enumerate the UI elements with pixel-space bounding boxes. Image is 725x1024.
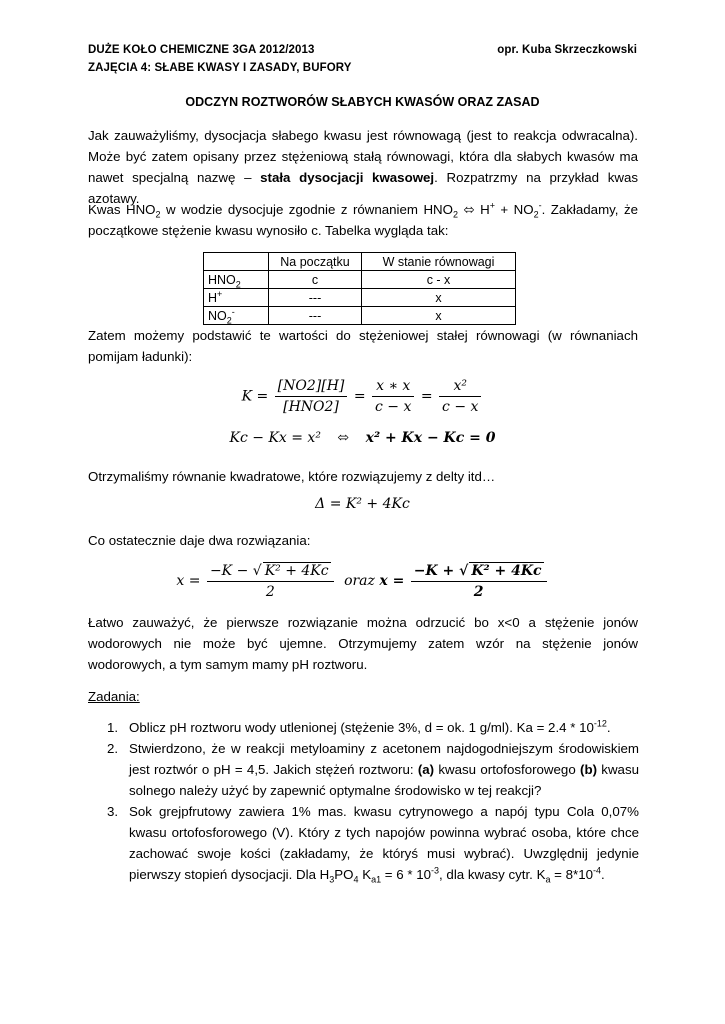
fraction-concentrations — [275, 378, 348, 415]
numerator-text: −K + — [413, 563, 460, 579]
fraction-denominator: c − x — [375, 399, 412, 415]
species-text: HNO — [208, 272, 236, 287]
fraction-denominator: 2 — [473, 584, 484, 600]
sqrt-content: K² + 4Kc — [471, 563, 542, 579]
species-sup: + — [217, 288, 223, 299]
task-text: kwasu solnego należy użyć by zapewnić optymalne środowisko w tej reakcji? — [129, 762, 640, 798]
equivalence-arrow-icon: ⬄ — [337, 430, 350, 446]
intro-paragraph — [88, 125, 638, 209]
header-author: opr. Kuba Skrzeczkowski — [497, 44, 637, 56]
tasks-heading: Zadania: — [88, 689, 140, 704]
list-item-text — [129, 738, 639, 801]
species-text: NO — [208, 308, 227, 323]
task-label-a: (a) — [417, 762, 435, 777]
hno2-text-3: ⬄ H — [458, 202, 490, 217]
task-sup: -4 — [592, 865, 601, 876]
task-text: K — [358, 867, 372, 882]
sqrt-content: K² + 4Kc — [264, 563, 329, 579]
table-header-row — [204, 253, 516, 271]
equation-solutions — [0, 562, 725, 600]
equation-k-expression — [0, 378, 725, 415]
numerator-text: −K − — [209, 563, 253, 579]
task-text: = 8*10 — [550, 867, 593, 882]
task-sup: -3 — [431, 865, 440, 876]
equation-delta: Δ = K² + 4Kc — [315, 496, 410, 512]
equation-quadratic — [0, 430, 725, 446]
task-sub: 4 — [353, 874, 359, 885]
hno2-sub-1: 2 — [155, 209, 161, 220]
list-number: 2. — [107, 741, 119, 756]
intro-text-1: Jak zauważyliśmy, dysocjacja słabego kwasu jest równowagą (jest to reakcja odwracalna). Może być zatem opisany przez stężeniową stałą równowagi, która dla słabych kwasów ma nawet specjalną nazwę – — [88, 128, 638, 185]
table-header-cell — [204, 253, 269, 271]
equilibrium-table — [203, 252, 516, 325]
solution-1-fraction — [207, 562, 334, 600]
task-text: kwasu ortofosforowego — [434, 762, 581, 777]
table-cell: --- — [269, 307, 362, 325]
species-sub: 2 — [226, 315, 232, 325]
task-label-b: (b) — [580, 762, 598, 777]
fraction-x-times-x — [372, 378, 414, 415]
table-cell: c — [269, 271, 362, 289]
table-cell-species — [204, 271, 269, 289]
hno2-text-5: . Zakładamy, że początkowe stężenie kwasu wynosiło c. Tabelka wygląda tak: — [88, 202, 639, 238]
task-text-end: . — [606, 720, 611, 735]
hno2-text-4: + NO — [494, 202, 534, 217]
table-header-cell: Na początku — [269, 253, 362, 271]
task-text: Sok grejpfrutowy zawiera 1% mas. kwasu cytrynowego a napój typu Cola 0,07% kwasu ortofosforowego (V). Który z tych napojów powinna wybrać osoba, które chce zachować swoje kości (zakładamy, że któryś musi wybrać). Uwzględnij jedynie pierwszy stopień dysocjacji. Dla H — [129, 804, 639, 882]
fraction-x-squared — [439, 378, 481, 415]
task-sub: a1 — [371, 874, 382, 885]
task-text: = 6 * 10 — [381, 867, 432, 882]
hno2-paragraph — [88, 199, 638, 241]
task-text: PO — [334, 867, 354, 882]
fraction-denominator: 2 — [265, 584, 275, 600]
table-cell-species — [204, 289, 269, 307]
header-course: DUŻE KOŁO CHEMICZNE 3GA 2012/2013 — [88, 44, 315, 56]
task-text: , dla kwasy cytr. K — [439, 867, 546, 882]
list-item — [107, 738, 639, 801]
intro-text-2: . Rozpatrzmy na przykład kwas azotawy. — [88, 170, 638, 206]
table-row — [204, 271, 516, 289]
table-cell: --- — [269, 289, 362, 307]
header-lesson: ZAJĘCIA 4: SŁABE KWASY I ZASADY, BUFORY — [88, 62, 352, 74]
species-text: H — [208, 290, 218, 305]
table-header-cell: W stanie równowagi — [362, 253, 516, 271]
table-cell-species — [204, 307, 269, 325]
fraction-numerator: [NO2][H] — [275, 378, 348, 397]
hno2-sub-3: 2 — [533, 209, 539, 220]
species-sub: 2 — [235, 279, 241, 289]
table-cell: c - x — [362, 271, 516, 289]
quadratic-paragraph: Otrzymaliśmy równanie kwadratowe, które rozwiązujemy z delty itd… — [88, 469, 496, 484]
hno2-sup-minus: - — [538, 200, 542, 211]
oraz-word: oraz — [344, 573, 375, 589]
sqrt-icon: √ — [459, 563, 469, 579]
fraction-numerator — [207, 562, 334, 582]
task-sup: -12 — [593, 718, 607, 729]
list-item — [107, 717, 639, 738]
table-cell: x — [362, 307, 516, 325]
hno2-text-2: w wodzie dysocjuje zgodnie z równaniem HNO — [160, 202, 453, 217]
fraction-denominator: [HNO2] — [283, 399, 339, 415]
two-solutions-paragraph: Co ostatecznie daje dwa rozwiązania: — [88, 533, 311, 548]
eq2-left: Kc − Kx = x² — [229, 430, 321, 446]
task-text: Oblicz pH roztworu wody utlenionej (stężenie 3%, d = ok. 1 g/ml). Ka = 2.4 * 10 — [129, 720, 594, 735]
table-row — [204, 289, 516, 307]
equals-sign: = — [353, 388, 366, 405]
solution-1-lhs: x = — [176, 573, 201, 589]
sqrt-icon: √ — [252, 563, 262, 579]
list-item — [107, 801, 639, 885]
task-text: Stwierdzono, że w reakcji metyloaminy z acetonem najdogodniejszym środowiskiem jest roztwór o pH = 4,5. Jakich stężeń roztworu: — [129, 741, 639, 777]
fraction-denominator: c − x — [442, 399, 479, 415]
task-text: . — [601, 867, 605, 882]
task-sub: 3 — [329, 874, 335, 885]
solution-2-lhs: x = — [379, 573, 405, 589]
eq2-right: x² + Kx − Kc = 0 — [365, 430, 496, 446]
equals-sign: = — [420, 388, 433, 405]
hno2-text-1: Kwas HNO — [88, 202, 156, 217]
list-number: 3. — [107, 804, 119, 819]
list-number: 1. — [107, 720, 119, 735]
list-item-text — [129, 717, 639, 738]
list-item-text — [129, 801, 639, 885]
table-row — [204, 307, 516, 325]
hno2-sup-plus: + — [489, 200, 495, 211]
table-cell: x — [362, 289, 516, 307]
intro-bold-term: stała dysocjacji kwasowej — [260, 170, 435, 185]
eq1-lhs: K = — [241, 388, 269, 405]
page-title: ODCZYN ROZTWORÓW SŁABYCH KWASÓW ORAZ ZASAD — [185, 95, 540, 109]
substitution-paragraph: Zatem możemy podstawić te wartości do stężeniowej stałej równowagi (w równaniach pomijam ładunki): — [88, 328, 638, 364]
task-sub: a — [545, 874, 551, 885]
solution-2-fraction — [411, 562, 547, 600]
fraction-numerator: x² — [439, 378, 481, 397]
hno2-sub-2: 2 — [453, 209, 459, 220]
fraction-numerator — [411, 562, 547, 582]
fraction-numerator: x ∗ x — [372, 378, 414, 397]
species-sup: - — [231, 306, 235, 317]
conclusion-paragraph: Łatwo zauważyć, że pierwsze rozwiązanie można odrzucić bo x<0 a stężenie jonów wodorowych nie może być ujemne. Otrzymujemy zatem wzór na stężenie jonów wodorowych, a tym samym mamy pH roztworu. — [88, 615, 638, 672]
